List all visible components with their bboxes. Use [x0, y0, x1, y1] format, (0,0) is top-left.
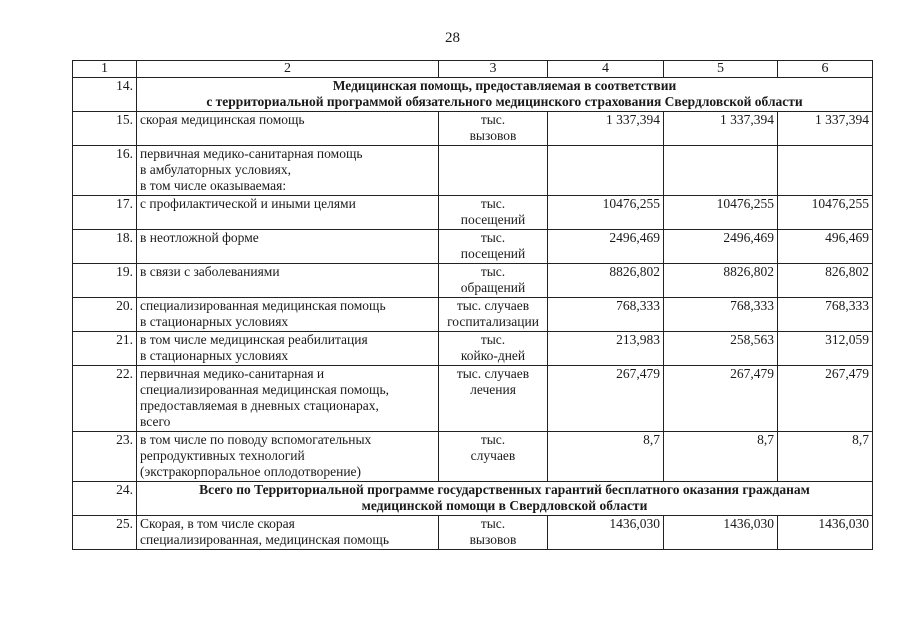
value-cell: 1 337,394: [548, 112, 664, 146]
table-row: [73, 298, 873, 332]
care-type-line: в стационарных условиях: [140, 348, 289, 363]
care-type-line: в том числе по поводу вспомогательных: [140, 432, 372, 447]
value-cell: 8826,802: [664, 264, 778, 298]
care-type-cell: [137, 196, 439, 230]
unit-line: тыс. случаев: [456, 298, 530, 313]
care-type-cell: [137, 230, 439, 264]
section-title-line: Всего по Территориальной программе государственных гарантий бесплатного оказания гражданам: [199, 482, 810, 497]
section-row: [73, 78, 873, 112]
value-cell: 8,7: [548, 432, 664, 482]
care-type-cell: [137, 332, 439, 366]
value-cell: 8,7: [664, 432, 778, 482]
value-cell: 8,7: [778, 432, 873, 482]
section-row: [73, 482, 873, 516]
page-number: 28: [445, 30, 460, 46]
table-row: [73, 112, 873, 146]
section-title-line: медицинской помощи в Свердловской области: [361, 498, 648, 513]
care-type-line: первичная медико-санитарная помощь: [140, 146, 363, 161]
unit-line: тыс.: [480, 112, 506, 127]
row-number: 17.: [73, 196, 137, 230]
unit-line: койко-дней: [460, 348, 526, 363]
unit-cell: [439, 516, 548, 550]
care-type-cell: [137, 264, 439, 298]
care-type-cell: [137, 112, 439, 146]
table-row: [73, 230, 873, 264]
row-number: 23.: [73, 432, 137, 482]
column-header: 1: [73, 61, 137, 78]
unit-line: тыс. случаев: [456, 366, 530, 381]
value-cell: 826,802: [778, 264, 873, 298]
care-type-line: с профилактической и иными целями: [140, 196, 356, 211]
column-header: 5: [664, 61, 778, 78]
value-cell: 258,563: [664, 332, 778, 366]
unit-line: тыс.: [480, 264, 506, 279]
value-cell: 1436,030: [548, 516, 664, 550]
care-type-line: скорая медицинская помощь: [140, 112, 305, 127]
unit-line: обращений: [460, 280, 526, 295]
unit-cell: [439, 146, 548, 196]
value-cell: 1 337,394: [778, 112, 873, 146]
unit-line: тыс.: [480, 230, 506, 245]
care-type-line: в том числе медицинская реабилитация: [140, 332, 368, 347]
row-number: 19.: [73, 264, 137, 298]
unit-line: вызовов: [469, 128, 517, 143]
care-type-line: в неотложной форме: [140, 230, 259, 245]
row-number: 18.: [73, 230, 137, 264]
care-type-line: репродуктивных технологий: [140, 448, 305, 463]
section-title-line: с территориальной программой обязательного медицинского страхования Свердловской области: [206, 94, 803, 109]
section-title: [137, 78, 873, 112]
column-number-row: [73, 61, 873, 78]
row-number: 20.: [73, 298, 137, 332]
table-row: [73, 366, 873, 432]
care-type-line: предоставляемая в дневных стационарах,: [140, 398, 379, 413]
value-cell: 1 337,394: [664, 112, 778, 146]
value-cell: 2496,469: [664, 230, 778, 264]
value-cell: 768,333: [548, 298, 664, 332]
value-cell: 10476,255: [548, 196, 664, 230]
care-type-line: специализированная медицинская помощь,: [140, 382, 389, 397]
column-header: 2: [137, 61, 439, 78]
care-type-cell: [137, 366, 439, 432]
section-title-line: Медицинская помощь, предоставляемая в соответствии: [332, 78, 677, 93]
value-cell: 10476,255: [778, 196, 873, 230]
row-number: 22.: [73, 366, 137, 432]
value-cell: 213,983: [548, 332, 664, 366]
care-type-line: специализированная медицинская помощь: [140, 298, 386, 313]
care-type-cell: [137, 146, 439, 196]
care-type-cell: [137, 432, 439, 482]
medical-care-volume-table: [72, 60, 873, 550]
unit-cell: [439, 264, 548, 298]
unit-line: госпитализации: [447, 314, 539, 329]
value-cell: 1436,030: [664, 516, 778, 550]
row-number: 25.: [73, 516, 137, 550]
unit-line: посещений: [460, 246, 526, 261]
unit-cell: [439, 432, 548, 482]
unit-cell: [439, 366, 548, 432]
table-row: [73, 196, 873, 230]
care-type-line: первичная медико-санитарная и: [140, 366, 325, 381]
unit-cell: [439, 230, 548, 264]
care-type-cell: [137, 516, 439, 550]
care-type-line: специализированная, медицинская помощь: [140, 532, 389, 547]
value-cell: 496,469: [778, 230, 873, 264]
unit-cell: [439, 196, 548, 230]
care-type-line: в связи с заболеваниями: [140, 264, 280, 279]
table-row: [73, 516, 873, 550]
value-cell: 267,479: [548, 366, 664, 432]
care-type-cell: [137, 298, 439, 332]
unit-line: тыс.: [480, 332, 506, 347]
table-row: [73, 432, 873, 482]
unit-cell: [439, 112, 548, 146]
row-number: 24.: [73, 482, 137, 516]
column-header: 4: [548, 61, 664, 78]
value-cell: 267,479: [664, 366, 778, 432]
unit-line: посещений: [460, 212, 526, 227]
care-type-line: всего: [140, 414, 171, 429]
row-number: 15.: [73, 112, 137, 146]
value-cell: 2496,469: [548, 230, 664, 264]
value-cell: [548, 146, 664, 196]
value-cell: [778, 146, 873, 196]
value-cell: [664, 146, 778, 196]
unit-cell: [439, 298, 548, 332]
unit-line: тыс.: [480, 196, 506, 211]
value-cell: 267,479: [778, 366, 873, 432]
section-title: [137, 482, 873, 516]
care-type-line: в том числе оказываемая:: [140, 178, 287, 193]
unit-line: тыс.: [480, 516, 506, 531]
unit-line: случаев: [470, 448, 516, 463]
unit-line: лечения: [470, 382, 516, 397]
unit-line: вызовов: [469, 532, 517, 547]
value-cell: 10476,255: [664, 196, 778, 230]
care-type-line: в стационарных условиях: [140, 314, 289, 329]
unit-line: тыс.: [480, 432, 506, 447]
row-number: 16.: [73, 146, 137, 196]
value-cell: 768,333: [778, 298, 873, 332]
care-type-line: (экстракорпоральное оплодотворение): [140, 464, 362, 479]
table-row: [73, 332, 873, 366]
table-row: [73, 146, 873, 196]
care-type-line: в амбулаторных условиях,: [140, 162, 291, 177]
table-row: [73, 264, 873, 298]
care-type-line: Скорая, в том числе скорая: [140, 516, 295, 531]
row-number: 21.: [73, 332, 137, 366]
value-cell: 1436,030: [778, 516, 873, 550]
column-header: 3: [439, 61, 548, 78]
value-cell: 768,333: [664, 298, 778, 332]
unit-cell: [439, 332, 548, 366]
value-cell: 8826,802: [548, 264, 664, 298]
column-header: 6: [778, 61, 873, 78]
row-number: 14.: [73, 78, 137, 112]
value-cell: 312,059: [778, 332, 873, 366]
